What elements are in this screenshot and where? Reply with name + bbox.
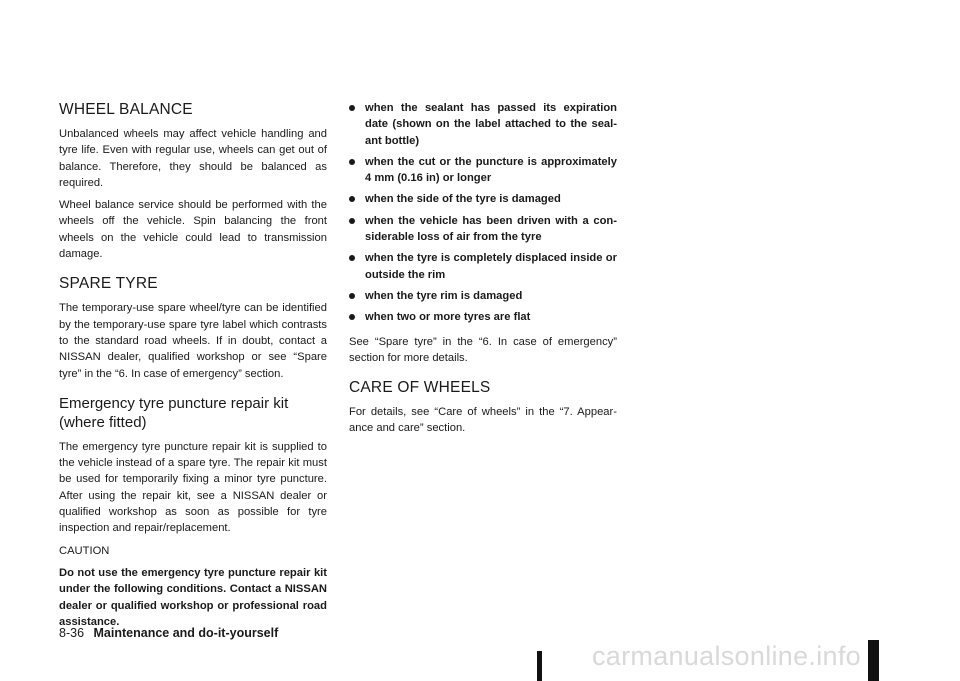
list-item: when two or more tyres are flat [349,309,617,325]
edge-marker-bar [868,640,879,681]
bullet-icon [349,105,355,111]
bullet-icon [349,293,355,299]
bullet-icon [349,159,355,165]
left-column [59,100,327,636]
paragraph: The emergency tyre puncture repair kit is supplied to the vehicle instead of a spare tyre. The repair kit must be used for temporarily fixing a minor tyre puncture. After using the repair kit, see a NISSAN dealer or qualified workshop as soon as possible for tyre inspection and repair/replacement. [59,440,327,535]
list-item: when the tyre rim is damaged [349,288,617,304]
condition-list [349,100,617,326]
right-column [349,100,617,443]
list-item: when the cut or the puncture is approximately 4 mm (0.16 in) or longer [349,154,617,187]
heading-spare-tyre: SPARE TYRE [59,275,158,293]
list-item: when the vehicle has been driven with a considerable loss of air from the tyre [349,213,617,246]
heading-wheel-balance: WHEEL BALANCE [59,101,193,118]
paragraph: See “Spare tyre” in the “6. In case of emergency” section for more details. [349,335,617,364]
page-footer [59,626,278,640]
heading-repair-kit-line1: Emergency tyre puncture repair kit [59,394,289,412]
section-title: Maintenance and do-it-yourself [93,626,279,640]
bullet-icon [349,255,355,261]
heading-repair-kit [59,394,327,432]
caution-text: Do not use the emergency tyre puncture repair kit under the following conditions. Contact a NISSAN dealer or qualified workshop or professional road assistance. [59,566,327,628]
bullet-icon [349,196,355,202]
watermark: carmanualsonline.info [592,641,861,671]
paragraph: The temporary-use spare wheel/tyre can be identified by the temporary-use spare tyre label which contrasts to the standard road wheels. If in doubt, contact a NISSAN dealer, qualified workshop or see “Spare tyre” in the “6. In case of emergency” section. [59,302,327,380]
paragraph: Wheel balance service should be performed with the wheels off the vehicle. Spin balancing the front wheels on the vehicle could lead to transmission damage. [59,199,327,261]
heading-repair-kit-line2: (where fitted) [59,413,147,431]
caution-label: CAUTION [59,544,110,557]
heading-care-of-wheels: CARE OF WHEELS [349,379,491,397]
bullet-icon [349,314,355,320]
list-item: when the sealant has passed its expiration date (shown on the label attached to the sealant bottle) [349,100,617,149]
list-item: when the side of the tyre is damaged [349,191,617,207]
paragraph: Unbalanced wheels may affect vehicle handling and tyre life. Even with regular use, wheels can get out of balance. Therefore, they should be balanced as required. [59,128,327,189]
list-item: when the tyre is completely displaced inside or outside the rim [349,250,617,283]
bullet-icon [349,218,355,224]
edge-marker-bar [537,651,542,681]
paragraph: For details, see “Care of wheels” in the “7. Appearance and care” section. [349,406,617,435]
page-number: 8-36 [59,626,85,640]
